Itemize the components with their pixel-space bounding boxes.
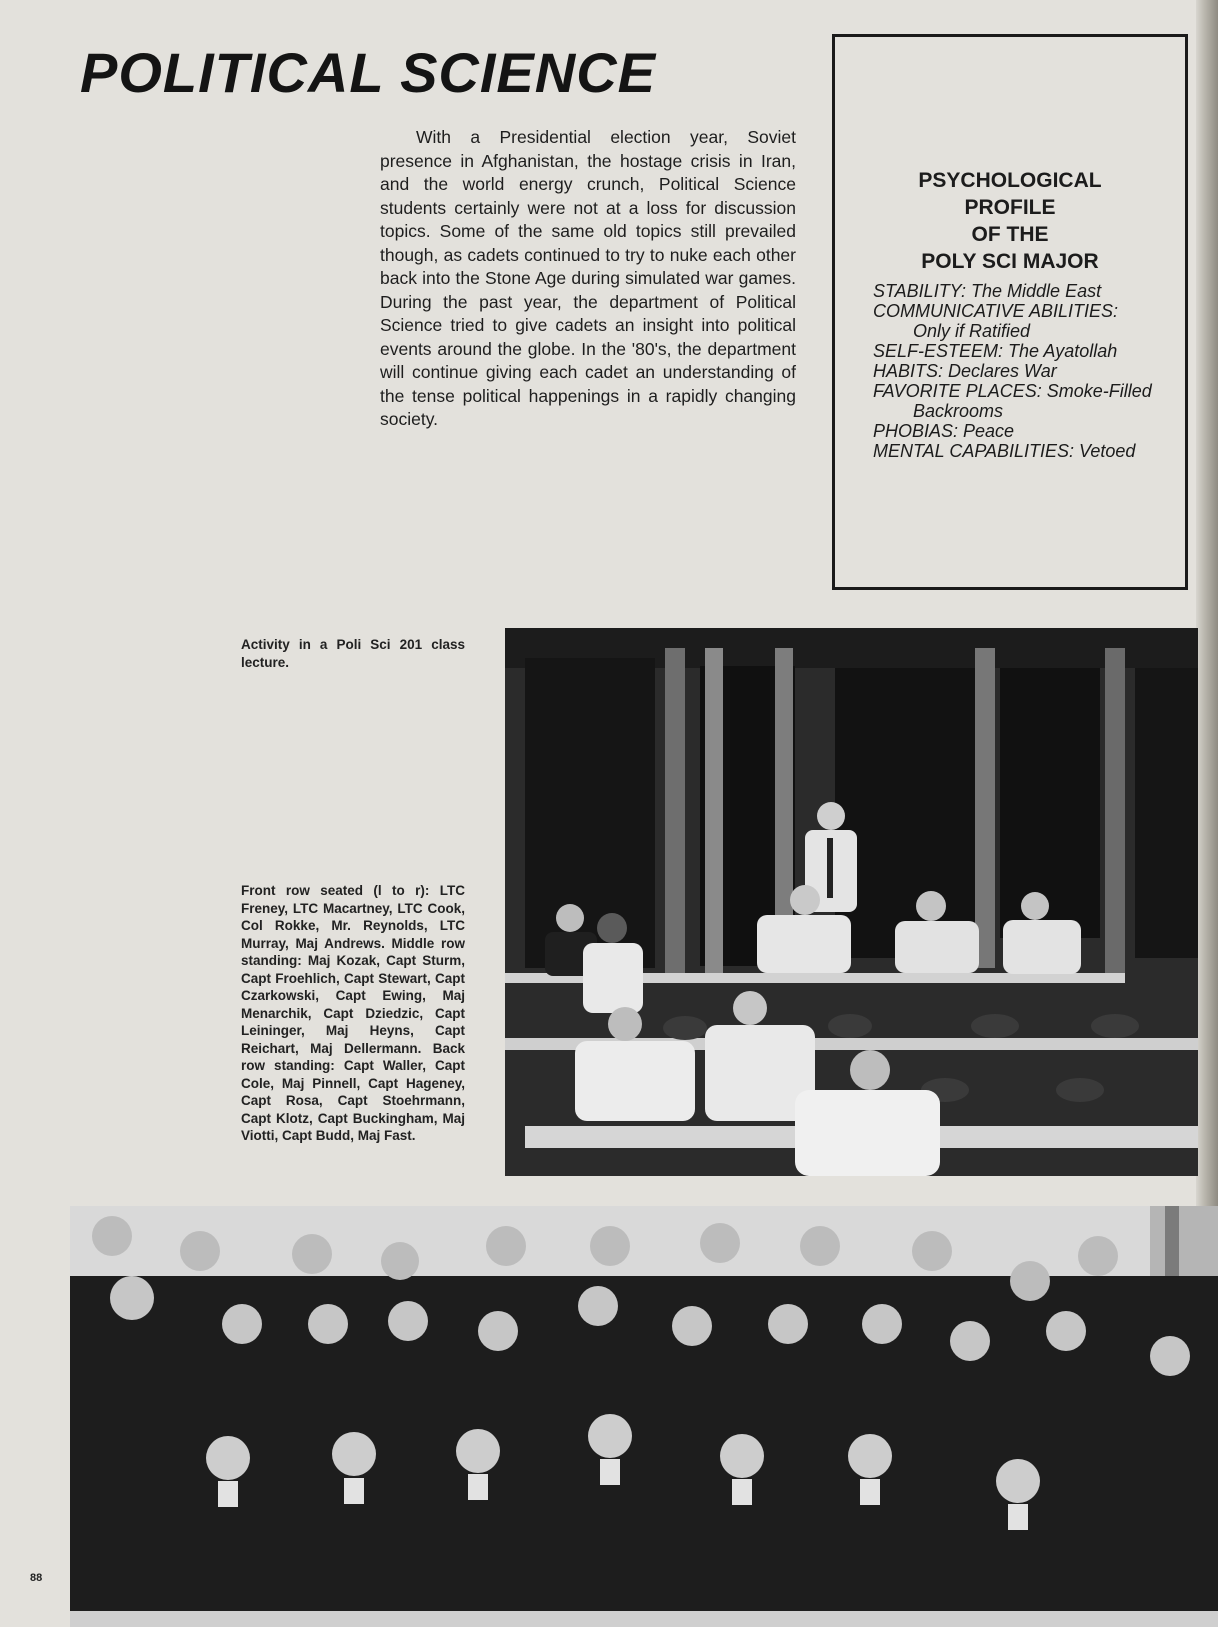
faculty-group-photo (70, 1206, 1218, 1627)
profile-line-favorite-places-cont: Backrooms (913, 401, 1004, 421)
profile-heading-line: POLY SCI MAJOR (921, 250, 1099, 273)
profile-line-mental: MENTAL CAPABILITIES: Vetoed (873, 441, 1136, 461)
page-title: POLITICAL SCIENCE (80, 41, 657, 104)
profile-heading-line: PSYCHOLOGICAL (918, 169, 1102, 192)
classroom-photo (505, 628, 1198, 1176)
profile-line-habits: HABITS: Declares War (873, 361, 1057, 381)
profile-line-communicative-cont: Only if Ratified (913, 321, 1031, 341)
profile-line-phobias: PHOBIAS: Peace (873, 421, 1015, 441)
psychological-profile-box (832, 34, 1188, 590)
profile-line-communicative: COMMUNICATIVE ABILITIES: (873, 301, 1119, 321)
classroom-photo-illustration (505, 628, 1198, 1176)
profile-line-stability: STABILITY: The Middle East (873, 281, 1102, 301)
profile-heading (835, 167, 1185, 275)
profile-line-favorite-places: FAVORITE PLACES: Smoke-Filled (873, 381, 1152, 401)
profile-heading-line: OF THE (971, 223, 1049, 246)
faculty-roster-caption: Front row seated (l to r): LTC Freney, LTC Macartney, LTC Cook, Col Rokke, Mr. Reynolds, LTC Murray, Maj Andrews. Middle row standing: Maj Kozak, Capt Sturm, Capt Froehlich, Capt Stewart, Capt Czarkowski, Capt Ewing, Maj Menarchik, Capt Dziedzic, Capt Leininger, Maj Heyns, Capt Reichart, Maj Dellermann. Back row standing: Capt Waller, Capt Cole, Maj Pinnell, Capt Hageney, Capt Rosa, Capt Stoehrmann, Capt Klotz, Capt Buckingham, Maj Viotti, Capt Budd, Maj Fast. (241, 883, 465, 1143)
profile-heading-line: PROFILE (964, 196, 1056, 219)
page-number: 88 (30, 1572, 43, 1584)
activity-caption: Activity in a Poli Sci 201 class lecture. (241, 637, 465, 670)
profile-line-self-esteem: SELF-ESTEEM: The Ayatollah (873, 341, 1118, 361)
intro-paragraph: With a Presidential election year, Soviet presence in Afghanistan, the hostage crisis in Iran, and the world energy crunch, Political Science students certainly were not at a loss for discussion topics. Some of the same old topics still prevailed though, as cadets continued to try to nuke each other back into the Stone Age during simulated war games. During the past year, the department of Political Science tried to give cadets an insight into political events around the globe. In the '80's, the department will continue giving each cadet an understanding of the tense political happenings in a rapidly changing society. (380, 127, 796, 429)
profile-list (873, 281, 1183, 461)
faculty-group-photo-illustration (70, 1206, 1218, 1627)
